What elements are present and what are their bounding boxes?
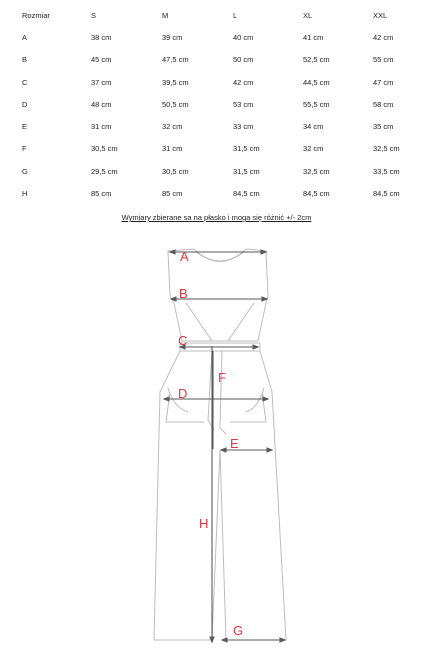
table-row [0,142,433,156]
garment-outline [154,249,286,640]
table-cell: 42 cm [233,78,254,87]
table-cell: 84,5 cm [373,189,400,198]
header-cell: M [162,11,169,20]
table-row [0,98,433,112]
table-cell: 39 cm [162,33,183,42]
table-cell: 84,5 cm [303,189,330,198]
table-header-row [0,9,433,23]
table-cell: 32 cm [162,122,183,131]
table-cell: 55 cm [373,55,394,64]
table-cell: 41 cm [303,33,324,42]
table-cell: 42 cm [373,33,394,42]
table-cell: F [22,144,27,153]
header-cell: XXL [373,11,388,20]
table-cell: 39,5 cm [162,78,189,87]
table-cell: 50 cm [233,55,254,64]
table-cell: 29,5 cm [91,167,118,176]
label-f: F [218,370,226,385]
table-cell: 45 cm [91,55,112,64]
label-c: C [178,333,188,348]
table-cell: 52,5 cm [303,55,330,64]
table-cell: 33,5 cm [373,167,400,176]
table-cell: 55,5 cm [303,100,330,109]
label-e: E [230,436,239,451]
header-cell: S [91,11,97,20]
table-cell: 32,5 cm [303,167,330,176]
table-cell: 48 cm [91,100,112,109]
table-cell: 47,5 cm [162,55,189,64]
table-cell: 34 cm [303,122,324,131]
table-cell: 32 cm [303,144,324,153]
table-cell: A [22,33,28,42]
table-cell: D [22,100,28,109]
table-cell: 84,5 cm [233,189,260,198]
table-cell: 35 cm [373,122,394,131]
table-cell: 31,5 cm [233,144,260,153]
table-row [0,165,433,179]
table-cell: G [22,167,28,176]
table-row [0,187,433,201]
label-b: B [179,286,188,301]
table-cell: 30,5 cm [162,167,189,176]
label-a: A [180,249,189,264]
measurement-labels [178,249,243,638]
table-cell: 31 cm [162,144,183,153]
table-row [0,120,433,134]
table-cell: 50,5 cm [162,100,189,109]
table-row [0,31,433,45]
label-g: G [233,623,244,638]
header-cell: XL [303,11,313,20]
table-cell: 44,5 cm [303,78,330,87]
table-cell: E [22,122,28,131]
table-cell: 31,5 cm [233,167,260,176]
table-cell: 30,5 cm [91,144,118,153]
table-cell: 38 cm [91,33,112,42]
table-cell: 53 cm [233,100,254,109]
table-cell: 32,5 cm [373,144,400,153]
table-cell: 37 cm [91,78,112,87]
label-d: D [178,386,188,401]
header-cell: Rozmiar [22,11,50,20]
jumpsuit-diagram [0,236,433,650]
table-cell: B [22,55,28,64]
table-cell: 85 cm [162,189,183,198]
table-row [0,76,433,90]
label-h: H [199,516,209,531]
table-cell: C [22,78,28,87]
table-cell: 40 cm [233,33,254,42]
table-cell: H [22,189,28,198]
table-cell: 33 cm [233,122,254,131]
table-cell: 58 cm [373,100,394,109]
table-cell: 47 cm [373,78,394,87]
header-cell: L [233,11,238,20]
table-cell: 31 cm [91,122,112,131]
table-row [0,53,433,67]
table-cell: 85 cm [91,189,112,198]
measurement-note: Wymiary zbierane sa na płasko i moga się różnić +/- 2cm [121,213,312,222]
